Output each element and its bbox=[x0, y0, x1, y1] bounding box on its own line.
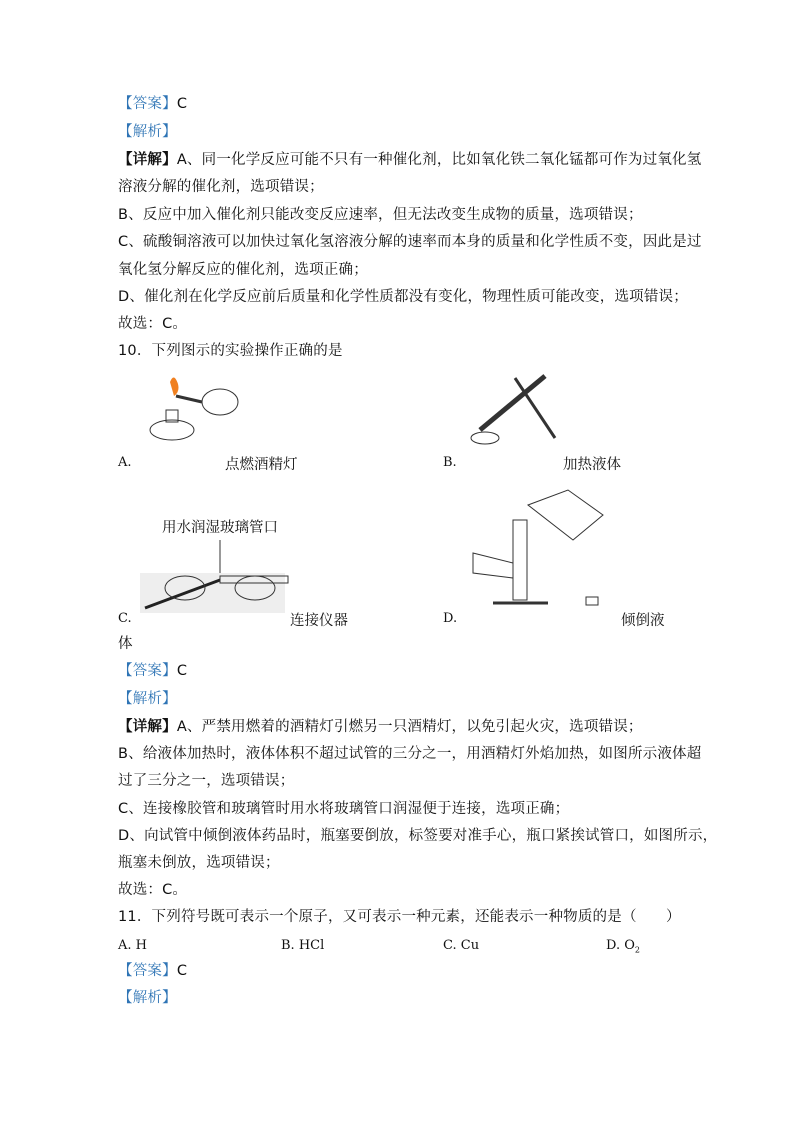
detail-tag: 【详解】 bbox=[118, 719, 177, 735]
detail-line: B、给液体加热时，液体体积不超过试管的三分之一，用酒精灯外焰加热，如图所示液体超 bbox=[118, 746, 702, 762]
analysis-tag: 【解析】 bbox=[118, 990, 177, 1006]
answer-line bbox=[118, 95, 187, 113]
figure-label: 用水润湿玻璃管口 bbox=[162, 520, 278, 536]
option-a: A. H bbox=[118, 938, 147, 953]
option-b: B. HCl bbox=[281, 938, 325, 953]
pouring-liquid-figure bbox=[468, 485, 608, 610]
option-d-letter: D. bbox=[443, 611, 458, 626]
lighting-alcohol-lamp-figure bbox=[140, 372, 250, 444]
detail-line: D、向试管中倾倒液体药品时，瓶塞要倒放，标签要对准手心，瓶口紧挨试管口，如图所示， bbox=[118, 828, 718, 844]
question-stem: 11．下列符号既可表示一个原子，又可表示一种元素，还能表示一种物质的是（ ） bbox=[118, 909, 681, 925]
answer-value: C bbox=[176, 963, 188, 979]
analysis-tag: 【解析】 bbox=[118, 124, 177, 140]
question-stem: 10．下列图示的实验操作正确的是 bbox=[118, 343, 343, 359]
option-a-letter: A. bbox=[118, 455, 132, 470]
detail-line: 氧化氢分解反应的催化剂，选项正确； bbox=[118, 262, 368, 278]
detail-text: A、严禁用燃着的酒精灯引燃另一只酒精灯，以免引起火灾，选项错误； bbox=[176, 719, 643, 735]
answer-line bbox=[118, 962, 187, 980]
option-b-caption: 加热液体 bbox=[563, 457, 621, 473]
option-d-subscript: 2 bbox=[634, 945, 640, 955]
detail-line: 瓶塞未倒放，选项错误； bbox=[118, 855, 280, 871]
heating-liquid-figure bbox=[465, 368, 565, 448]
detail-line: B、反应中加入催化剂只能改变反应速率，但无法改变生成物的质量，选项错误； bbox=[118, 207, 643, 223]
answer-tag: 【答案】 bbox=[118, 663, 177, 679]
detail-line: 溶液分解的催化剂，选项错误； bbox=[118, 179, 324, 195]
option-d-text: D. O bbox=[606, 938, 635, 953]
option-d bbox=[606, 938, 640, 955]
answer-tag: 【答案】 bbox=[118, 963, 177, 979]
detail-line: 过了三分之一，选项错误； bbox=[118, 773, 295, 789]
detail-line: C、连接橡胶管和玻璃管时用水将玻璃管口润湿便于连接，选项正确； bbox=[118, 801, 570, 817]
conclusion-line: 故选：C。 bbox=[118, 316, 188, 332]
answer-line bbox=[118, 662, 187, 680]
detail-line: C、硫酸铜溶液可以加快过氧化氢溶液分解的速率而本身的质量和化学性质不变，因此是过 bbox=[118, 234, 702, 250]
option-a-caption: 点燃酒精灯 bbox=[225, 457, 298, 473]
answer-value: C bbox=[176, 96, 188, 112]
answer-tag: 【答案】 bbox=[118, 96, 177, 112]
option-c-letter: C. bbox=[118, 611, 132, 626]
detail-line bbox=[118, 151, 701, 169]
answer-value: C bbox=[176, 663, 188, 679]
detail-line: D、催化剂在化学反应前后质量和化学性质都没有变化，物理性质可能改变，选项错误； bbox=[118, 289, 688, 305]
option-b-letter: B. bbox=[443, 455, 457, 470]
detail-text: A、同一化学反应可能不只有一种催化剂，比如氧化铁二氧化锰都可作为过氧化氢 bbox=[176, 152, 702, 168]
option-d-caption-wrap: 体 bbox=[118, 636, 133, 652]
detail-tag: 【详解】 bbox=[118, 152, 177, 168]
option-c-caption: 连接仪器 bbox=[290, 613, 348, 629]
option-c: C. Cu bbox=[443, 938, 480, 953]
connecting-instruments-figure bbox=[140, 538, 290, 613]
detail-line bbox=[118, 718, 643, 736]
conclusion-line: 故选：C。 bbox=[118, 882, 188, 898]
option-d-caption: 倾倒液 bbox=[621, 613, 665, 629]
analysis-tag: 【解析】 bbox=[118, 691, 177, 707]
